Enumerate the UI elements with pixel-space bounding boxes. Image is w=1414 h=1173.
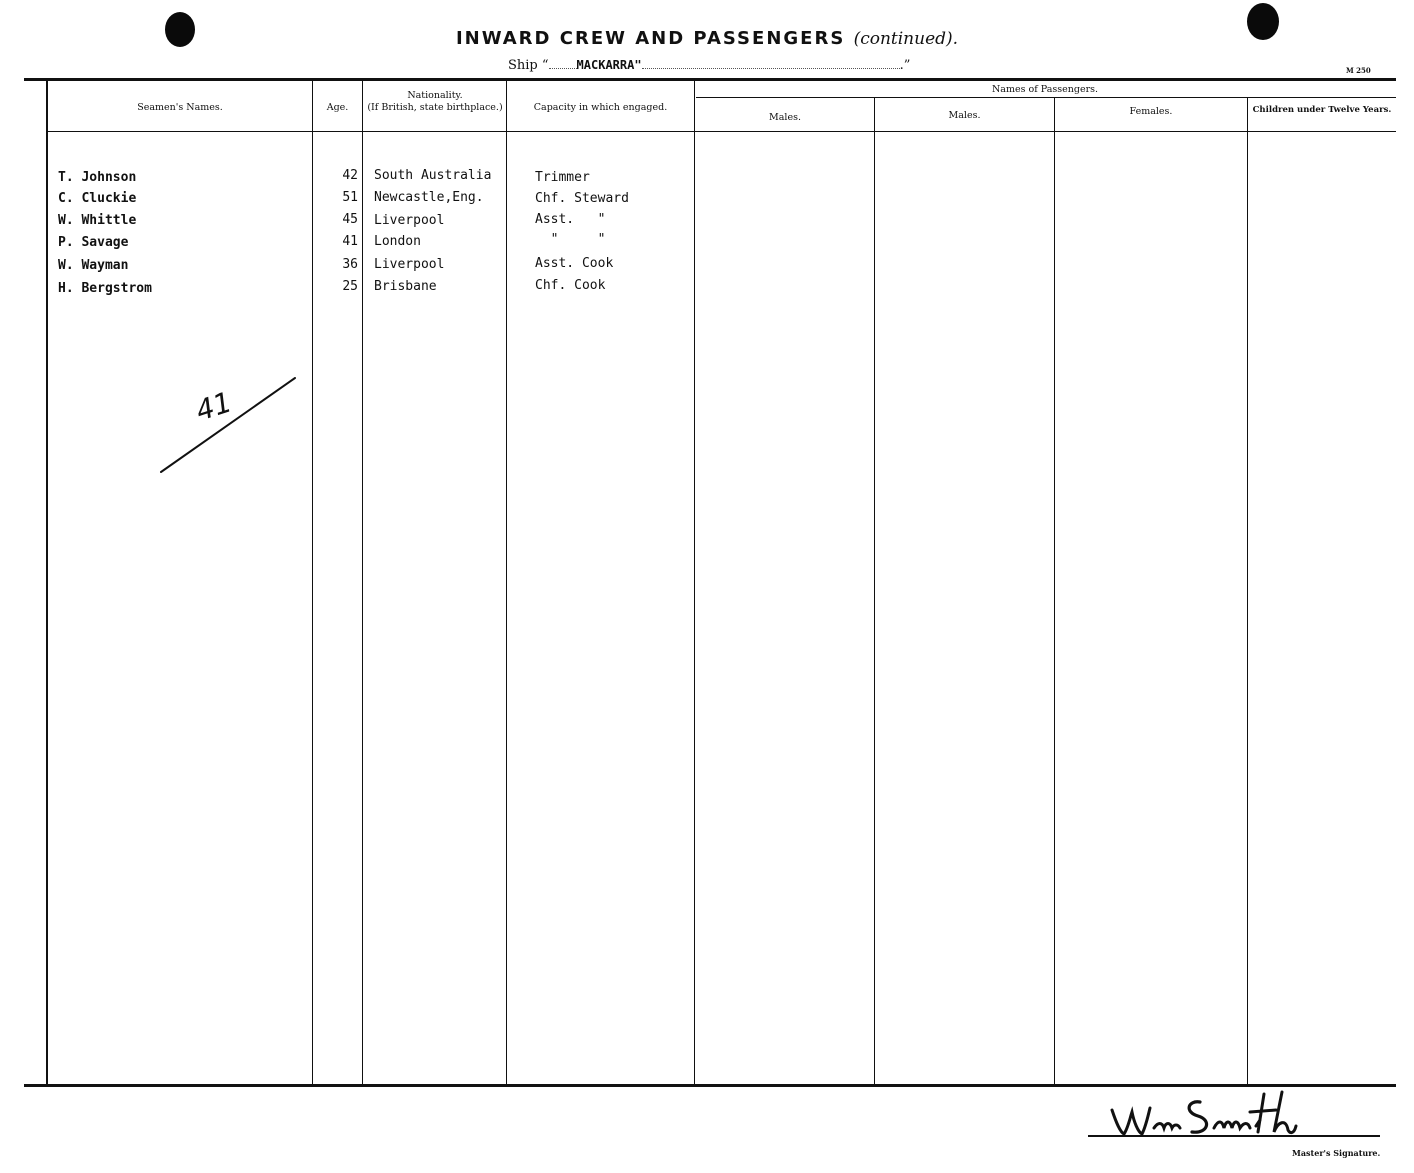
ship-prefix: Ship “ [508,58,549,73]
header-nationality-title: Nationality. [407,90,463,101]
ship-line [508,58,910,73]
seaman-age: 41 [342,234,358,249]
seaman-age: 45 [342,212,358,227]
top-rule [24,78,1396,81]
handwritten-stroke [155,372,305,482]
header-passengers-group: Names of Passengers. [991,84,1099,95]
column-rule-children [1247,98,1248,1085]
seaman-capacity: Chf. Cook [535,278,606,293]
form-code: M 250 [1346,66,1371,75]
seaman-nationality: Brisbane [374,279,437,294]
column-rule-males-2 [874,98,875,1085]
seaman-nationality: Liverpool [374,257,445,272]
seaman-age: 51 [342,190,358,205]
seaman-age: 36 [342,257,358,272]
header-males-2: Males. [948,110,981,121]
column-rule-nationality [362,80,363,1085]
column-rule-females [1054,98,1055,1085]
seaman-nationality: London [374,234,421,249]
seaman-name: H. Bergstrom [58,281,152,296]
header-seamen-names: Seamen's Names. [137,102,223,113]
column-rule-capacity [506,80,507,1085]
header-females: Females. [1129,106,1173,117]
seaman-name: W. Whittle [58,213,137,228]
ship-name: MACKARRA" [576,58,642,72]
column-rule-age [312,80,313,1085]
header-capacity: Capacity in which engaged. [533,102,668,113]
seaman-age: 42 [342,168,358,183]
signature-label: Master's Signature. [1292,1148,1381,1158]
seaman-name: T. Johnson [58,170,137,185]
seaman-capacity: Chf. Steward [535,191,629,206]
header-nationality [366,90,504,114]
seaman-name: W. Wayman [58,258,129,273]
ship-suffix: .” [899,58,911,73]
header-age: Age. [326,102,349,113]
column-rule-males-1 [694,80,695,1085]
handwritten-count: 41 [191,385,236,428]
seaman-nationality: Newcastle,Eng. [374,190,484,205]
seaman-name: C. Cluckie [58,191,137,206]
seaman-nationality: Liverpool [374,213,445,228]
ship-dotted-line [549,58,577,69]
seaman-nationality: South Australia [374,168,492,183]
master-signature [1080,1082,1400,1154]
header-nationality-note: (If British, state birthplace.) [367,102,503,113]
title-continued: (continued). [853,29,959,49]
seaman-name: P. Savage [58,235,129,250]
column-rule-left [46,80,48,1085]
title-text: INWARD CREW AND PASSENGERS [455,28,846,49]
seaman-capacity: Asst. Cook [535,256,614,271]
seaman-capacity: Trimmer [535,170,590,185]
seaman-capacity: Asst. " [535,212,606,227]
seaman-capacity: " " [535,232,606,247]
seaman-age: 25 [342,279,358,294]
ship-dotted-line [642,58,900,69]
passenger-group-rule [696,97,1396,98]
document-title [0,28,1414,49]
header-bottom-rule [46,131,1396,132]
header-males-1: Males. [769,112,801,123]
header-children: Children under Twelve Years. [1252,105,1392,115]
